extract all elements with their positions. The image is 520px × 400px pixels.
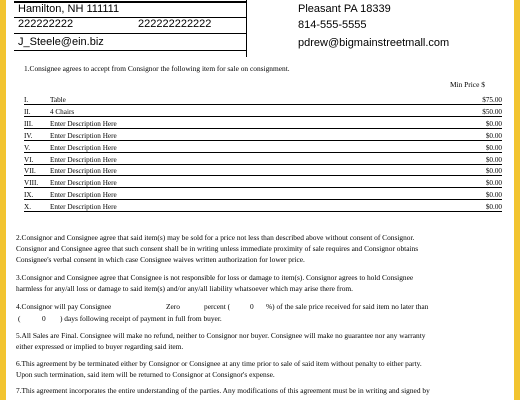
consignor-city: Pleasant PA 18339 [298, 3, 391, 15]
row-rule [24, 104, 502, 105]
row-rule [24, 128, 502, 129]
item-number: VII. [24, 167, 36, 176]
item-row [24, 95, 502, 105]
item-number: IV. [24, 131, 33, 140]
row-rule [24, 164, 502, 165]
clause-5 [16, 330, 506, 352]
item-min-price[interactable]: $0.00 [485, 203, 502, 212]
item-number: X. [24, 203, 31, 212]
clause-3 [16, 272, 506, 294]
row-rule [24, 140, 502, 141]
item-row [24, 155, 502, 165]
consignee-phone-2: 222222222222 [138, 18, 212, 30]
table-rule [14, 50, 246, 51]
table-divider [246, 0, 247, 57]
days-value-field[interactable]: 0 [42, 314, 46, 323]
clause-6-line: Upon such termination, said item will be returned to Consignor at Consignor's expense. [16, 370, 275, 379]
item-description[interactable]: Enter Description Here [50, 119, 117, 128]
clause-5-line: 5.All Sales are Final. Consignee will make no refund, neither to Consignor nor buyer. Consignee will make no guarantee nor any warranty [16, 331, 426, 340]
item-description[interactable]: 4 Chairs [50, 107, 75, 116]
item-min-price[interactable]: $0.00 [485, 179, 502, 188]
min-price-header: Min Price $ [450, 80, 485, 89]
item-number: II. [24, 107, 31, 116]
item-min-price[interactable]: $0.00 [485, 191, 502, 200]
table-rule [14, 33, 246, 34]
consignor-email: pdrew@bigmainstreetmall.com [298, 37, 450, 49]
clause-2 [16, 232, 506, 265]
item-row [24, 119, 502, 129]
percent-value-field[interactable]: 0 [250, 302, 254, 311]
item-row [24, 202, 502, 212]
item-number: VIII. [24, 179, 39, 188]
consignee-phone-1: 222222222 [18, 18, 74, 30]
item-description[interactable]: Enter Description Here [50, 131, 117, 140]
item-min-price[interactable]: $0.00 [485, 167, 502, 176]
item-number: IX. [24, 191, 34, 200]
row-rule [24, 152, 502, 153]
clause-2-line: Consignee's verbal consent in which case Consignee waives written authorization for lower price. [16, 255, 305, 264]
clause-2-line: 2.Consignor and Consignee agree that said item(s) may be sold for a price not less than described above without consent of Consignor. [16, 233, 415, 242]
item-description[interactable]: Table [50, 96, 66, 104]
clause-5-line: either expressed or implied to buyer regarding said item. [16, 342, 184, 351]
item-description[interactable]: Enter Description Here [50, 155, 117, 164]
item-row [24, 166, 502, 176]
clause-4-text: percent ( [204, 302, 231, 311]
item-description[interactable]: Enter Description Here [50, 203, 117, 212]
row-rule [24, 116, 502, 117]
item-number: V. [24, 143, 31, 152]
item-description[interactable]: Enter Description Here [50, 167, 117, 176]
consignee-email: J_Steele@ein.biz [18, 36, 104, 48]
consignor-phone: 814-555-5555 [298, 19, 367, 31]
clause-6-line: 6.This agreement by be terminated either by Consignor or Consignee at any time prior to sale of said item without penalty to either party. [16, 359, 422, 368]
item-description[interactable]: Enter Description Here [50, 143, 117, 152]
row-rule [24, 199, 502, 200]
clause-4-text: %) of the sale price received for said item no later than [266, 302, 429, 311]
clause-1: 1.Consignee agrees to accept from Consignor the following item for sale on consignment. [24, 64, 290, 73]
item-row [24, 190, 502, 200]
clause-4-text: 4.Consignor will pay Consignee [16, 302, 112, 311]
row-rule [24, 211, 502, 212]
item-min-price[interactable]: $0.00 [485, 155, 502, 164]
row-rule [24, 175, 502, 176]
item-description[interactable]: Enter Description Here [50, 191, 117, 200]
consignee-city: Hamilton, NH 111111 [18, 3, 120, 15]
item-number: VI. [24, 155, 34, 164]
item-number: III. [24, 119, 33, 128]
item-min-price[interactable]: $0.00 [485, 143, 502, 152]
clause-3-line: 3.Consignor and Consignee agree that Consignee is not responsible for loss or damage to item(s). Consignor agrees to hold Consignee [16, 273, 414, 282]
item-row [24, 107, 502, 117]
clause-6 [16, 358, 506, 380]
row-rule [24, 187, 502, 188]
item-min-price[interactable]: $50.00 [482, 107, 502, 116]
percent-word-field[interactable]: Zero [166, 302, 180, 311]
item-row [24, 131, 502, 141]
clause-7 [16, 385, 506, 396]
item-description[interactable]: Enter Description Here [50, 179, 117, 188]
item-row [24, 178, 502, 188]
item-min-price[interactable]: $0.00 [485, 131, 502, 140]
item-min-price[interactable]: $0.00 [485, 119, 502, 128]
clause-2-line: Consignor and Consignee agree that such consent shall be in writing unless immediate proximity of sale requires and Consignor obtains [16, 244, 419, 253]
clause-7-line: 7.This agreement incorporates the entire understanding of the parties. Any modifications of this agreement must be in writing and signed by [16, 386, 430, 395]
item-row [24, 143, 502, 153]
clause-4-text: ( [18, 314, 21, 323]
item-min-price[interactable]: $75.00 [482, 96, 502, 104]
item-number: I. [24, 96, 29, 104]
clause-3-line: harmless for any/all loss or damage to said item(s) and/or any/all liability whatsoever which may arise there from. [16, 284, 353, 293]
clause-4-text: ) days following receipt of payment in full from buyer. [60, 314, 222, 323]
